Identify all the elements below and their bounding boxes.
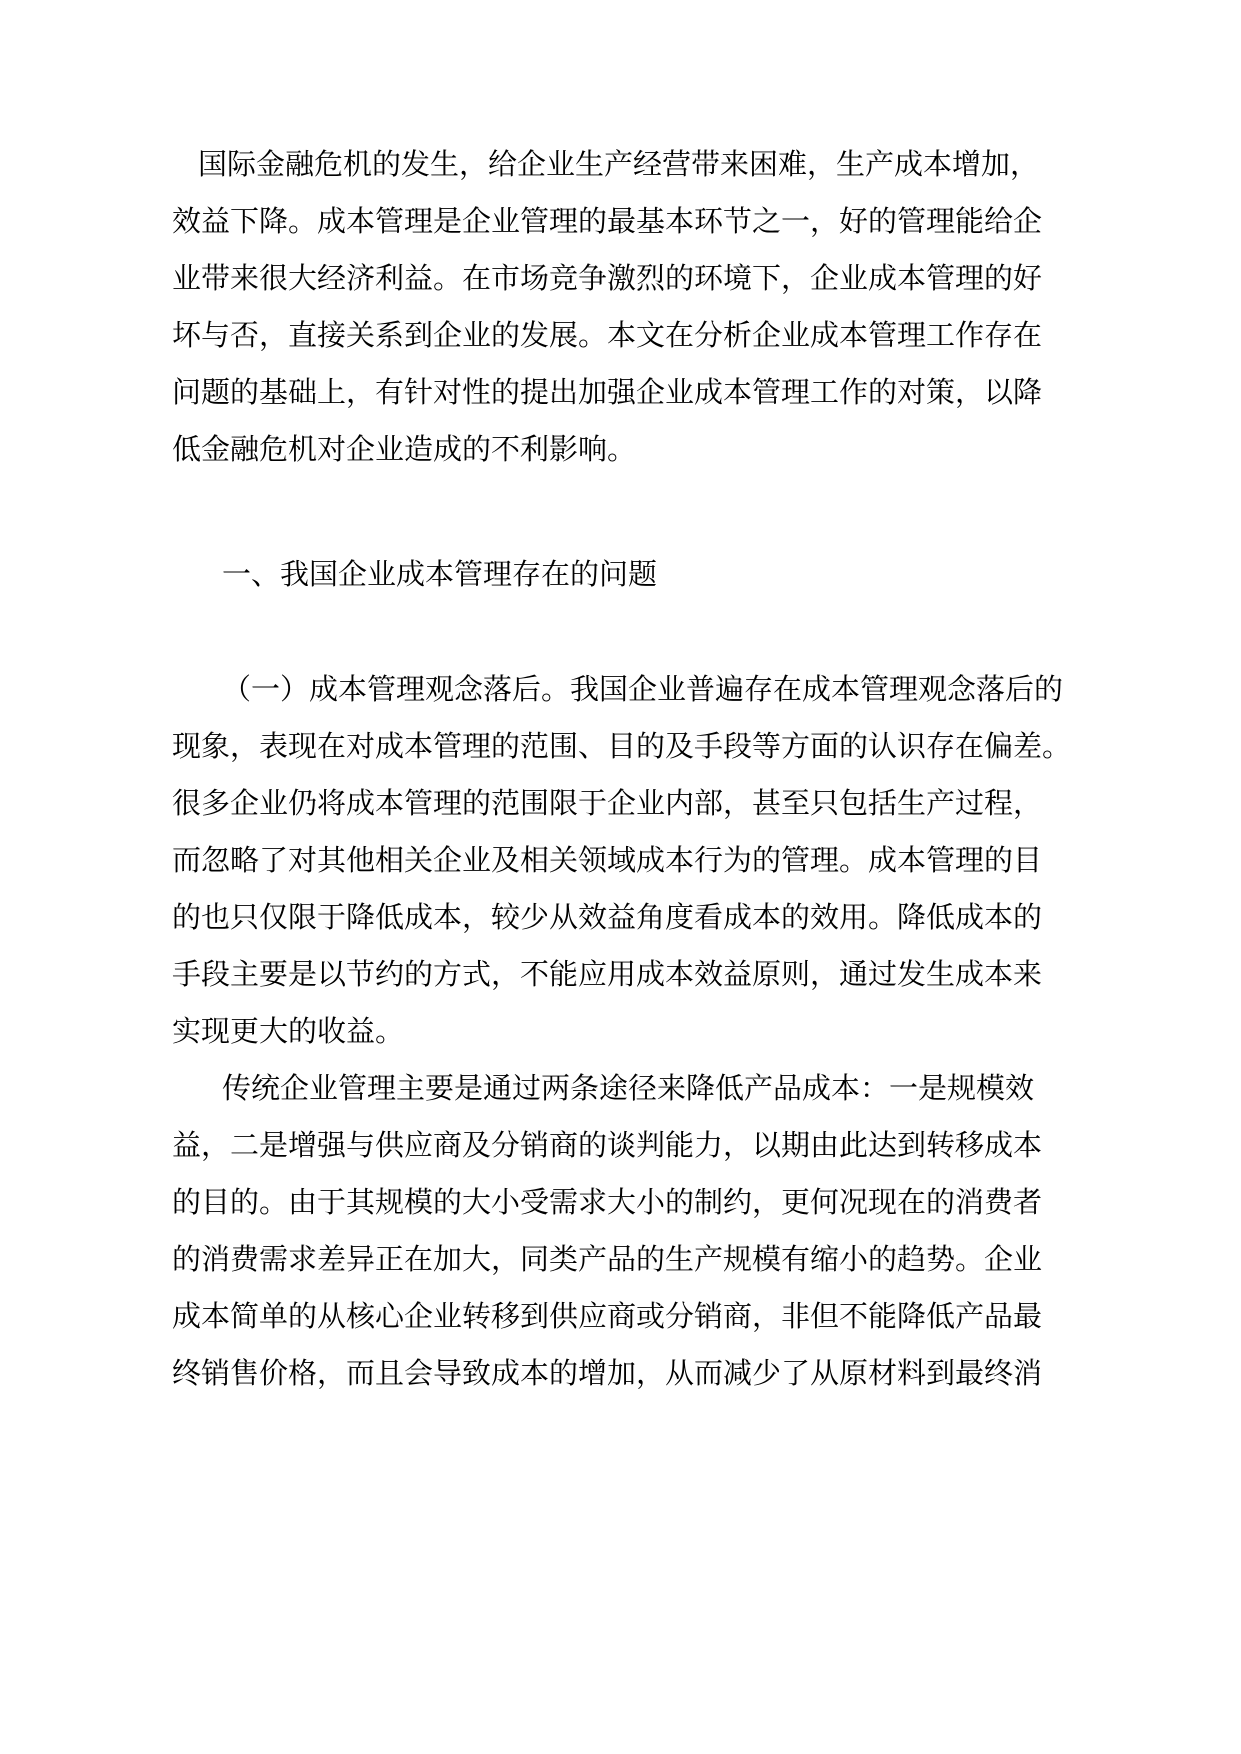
intro-line-1: 国际金融危机的发生，给企业生产经营带来困难，生产成本增加， <box>198 147 1040 181</box>
intro-line-4: 坏与否，直接关系到企业的发展。本文在分析企业成本管理工作存在 <box>172 318 1043 352</box>
para2-line-4: 的消费需求差异正在加大，同类产品的生产规模有缩小的趋势。企业 <box>172 1242 1043 1276</box>
para2-line-1: 传统企业管理主要是通过两条途径来降低产品成本：一是规模效 <box>222 1071 1035 1105</box>
para1-line-7: 实现更大的收益。 <box>172 1014 405 1048</box>
intro-line-2: 效益下降。成本管理是企业管理的最基本环节之一，好的管理能给企 <box>172 204 1043 238</box>
para2-line-6: 终销售价格，而且会导致成本的增加，从而减少了从原材料到最终消 <box>172 1356 1043 1390</box>
para2-line-5: 成本简单的从核心企业转移到供应商或分销商，非但不能降低产品最 <box>172 1299 1043 1333</box>
para1-line-2: 现象，表现在对成本管理的范围、目的及手段等方面的认识存在偏差。 <box>172 729 1072 763</box>
intro-line-5: 问题的基础上，有针对性的提出加强企业成本管理工作的对策，以降 <box>172 375 1043 409</box>
intro-line-6: 低金融危机对企业造成的不利影响。 <box>172 432 637 466</box>
para1-line-6: 手段主要是以节约的方式，不能应用成本效益原则，通过发生成本来 <box>172 957 1043 991</box>
para1-line-4: 而忽略了对其他相关企业及相关领域成本行为的管理。成本管理的目 <box>172 843 1043 877</box>
para1-line-1: （一）成本管理观念落后。我国企业普遍存在成本管理观念落后的 <box>222 672 1064 706</box>
intro-line-3: 业带来很大经济利益。在市场竞争激烈的环境下，企业成本管理的好 <box>172 261 1043 295</box>
para1-line-5: 的也只仅限于降低成本，较少从效益角度看成本的效用。降低成本的 <box>172 900 1043 934</box>
para1-line-3: 很多企业仍将成本管理的范围限于企业内部，甚至只包括生产过程， <box>172 786 1043 820</box>
para2-line-3: 的目的。由于其规模的大小受需求大小的制约，更何况现在的消费者 <box>172 1185 1043 1219</box>
section-heading: 一、我国企业成本管理存在的问题 <box>222 557 658 591</box>
para2-line-2: 益，二是增强与供应商及分销商的谈判能力，以期由此达到转移成本 <box>172 1128 1043 1162</box>
